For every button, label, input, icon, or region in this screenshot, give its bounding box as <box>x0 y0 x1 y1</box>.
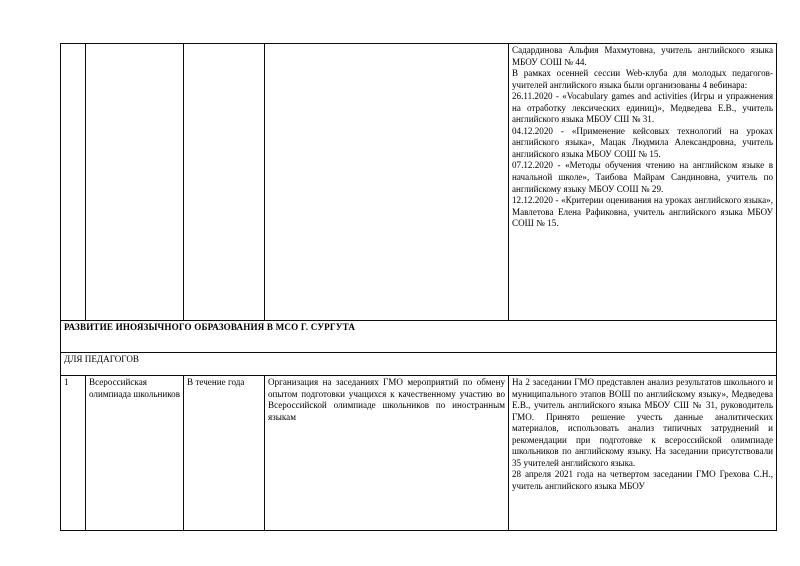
subsection-header: ДЛЯ ПЕДАГОГОВ <box>61 353 777 376</box>
result-paragraph: 26.11.2020 - «Vocabulary games and activities (Игры и упражнения на отработку лексических единиц)», Медведева Е.В., учитель английского языка МБОУ СШ № 31. <box>512 91 773 125</box>
cell-timeframe <box>184 44 265 321</box>
result-paragraph: Садардинова Альфия Махмутовна, учитель английского языка МБОУ СОШ № 44. <box>512 45 773 67</box>
report-table <box>60 43 777 531</box>
cell-description <box>265 44 509 321</box>
cell-result <box>509 376 777 531</box>
cell-row-number: 1 <box>61 376 86 531</box>
result-paragraph: 12.12.2020 - «Критерии оценивания на уроках английского языка», Мавлетова Елена Рафиковна, учитель английского языка МБОУ СОШ № 15. <box>512 195 773 229</box>
table-row <box>61 44 777 321</box>
cell-description: Организация на заседаниях ГМО мероприятий по обмену опытом подготовки учащихся к качественному участию во Всероссийской олимпиаде школьников по иностранным языкам <box>265 376 509 531</box>
result-paragraph: 04.12.2020 - «Применение кейсовых технологий на уроках английского языка», Мацак Людмила Александровна, учитель английского языка МБОУ СОШ № 15. <box>512 125 773 159</box>
result-paragraph: В рамках осенней сессии Web-клуба для молодых педагогов-учителей английского языка были организованы 4 вебинара: <box>512 68 773 90</box>
table-subsection-header-row <box>61 353 777 376</box>
cell-timeframe: В течение года <box>184 376 265 531</box>
table-row <box>61 376 777 531</box>
cell-activity-name <box>86 44 184 321</box>
table-section-header-row <box>61 321 777 353</box>
result-paragraph: На 2 заседании ГМО представлен анализ результатов школьного и муниципального этапов ВОШ по английскому языку», Медведева Е.В., учитель английского языка МБОУ СШ № 31, руководитель ГМО. Принято решение учесть данные аналитических материалов, использовать анализ типичных затруднений и рекомендации при подготовке к всероссийской олимпиаде школьников по английскому языку. На заседании присутствовали 35 учителей английского языка. <box>512 377 773 468</box>
cell-activity-name: Всероссийская олимпиада школьников <box>86 376 184 531</box>
section-header: РАЗВИТИЕ ИНОЯЗЫЧНОГО ОБРАЗОВАНИЯ В МСО Г. СУРГУТА <box>61 321 777 353</box>
result-paragraph: 28 апреля 2021 года на четвертом заседании ГМО Грехова С.Н., учитель английского языка МБОУ <box>512 469 773 491</box>
cell-row-number <box>61 44 86 321</box>
result-paragraph: 07.12.2020 - «Методы обучения чтению на английском языке в начальной школе», Таибова Майрам Сандиновна, учитель по английскому языку МБОУ СОШ № 29. <box>512 160 773 194</box>
cell-result <box>509 44 777 321</box>
